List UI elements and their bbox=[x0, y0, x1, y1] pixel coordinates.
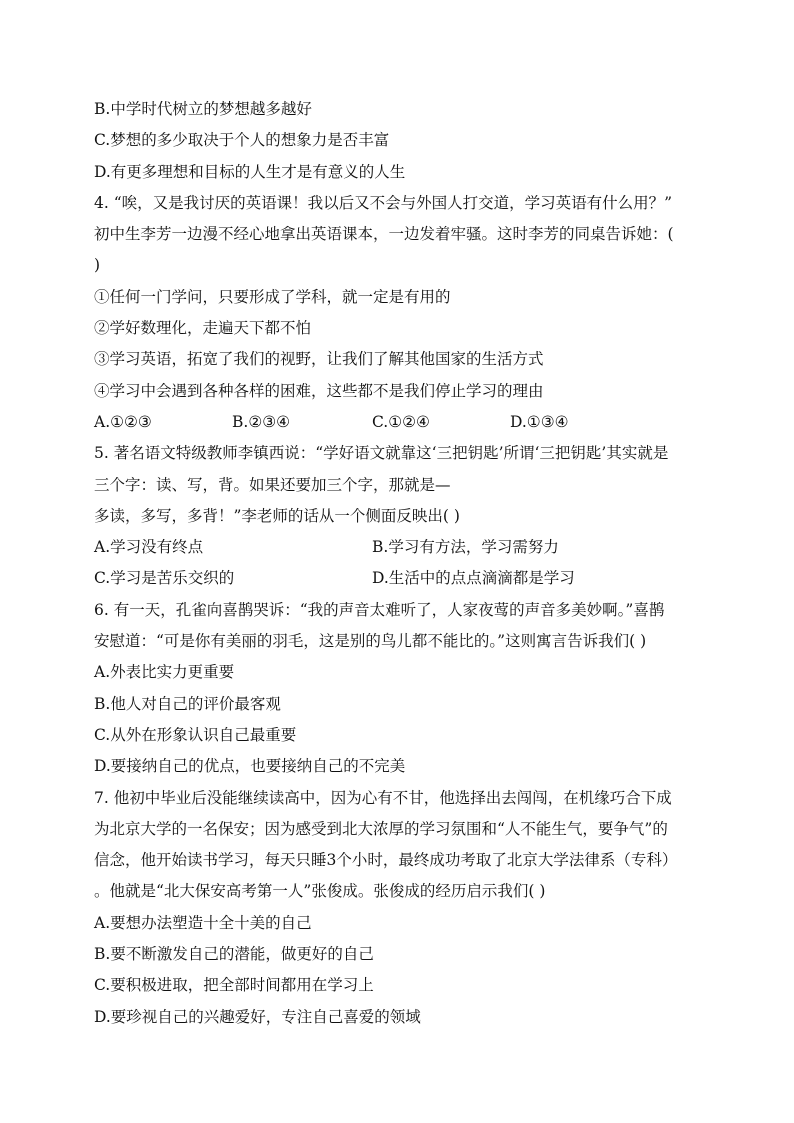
q4-option-a: A.①②③ bbox=[94, 412, 152, 431]
q6-stem-line-2: 安慰道：“可是你有美丽的羽毛，这是别的鸟儿都不能比的。”这则寓言告诉我们( ) bbox=[94, 632, 647, 651]
q4-stem-line-2: 初中生李芳一边漫不经心地拿出英语课本，一边发着牢骚。这时李芳的同桌告诉她：( bbox=[94, 225, 674, 244]
q4-statement-2: ②学好数理化，走遍天下都不怕 bbox=[94, 319, 312, 338]
q6-option-d: D.要接纳自己的优点，也要接纳自己的不完美 bbox=[94, 757, 406, 776]
q3-option-b: B.中学时代树立的梦想越多越好 bbox=[94, 100, 312, 118]
q5-options-row-2 bbox=[94, 563, 704, 594]
q4-statement-3: ③学习英语，拓宽了我们的视野，让我们了解其他国家的生活方式 bbox=[94, 350, 544, 369]
q7-option-b: B.要不断激发自己的潜能，做更好的自己 bbox=[94, 945, 374, 964]
q5-options-row-1 bbox=[94, 532, 704, 563]
q4-option-c: C.①②④ bbox=[372, 412, 430, 431]
q5-option-c: C.学习是苦乐交织的 bbox=[94, 569, 235, 588]
q7-option-d: D.要珍视自己的兴趣爱好，专注自己喜爱的领域 bbox=[94, 1007, 421, 1026]
q4-options bbox=[94, 407, 704, 438]
q3-option-c: C.梦想的多少取决于个人的想象力是否丰富 bbox=[94, 131, 390, 150]
q5-option-d: D.生活中的点点滴滴都是学习 bbox=[372, 569, 575, 588]
exam-page bbox=[94, 94, 704, 1033]
q5-option-a: A.学习没有终点 bbox=[94, 538, 204, 557]
q4-statement-4: ④学习中会遇到各种各样的困难，这些都不是我们停止学习的理由 bbox=[94, 381, 544, 400]
q6-option-c: C.从外在形象认识自己最重要 bbox=[94, 725, 297, 744]
q7-option-c: C.要积极进取，把全部时间都用在学习上 bbox=[94, 976, 374, 995]
q7-stem-line-4: 。他就是“北大保安高考第一人”张俊成。张俊成的经历启示我们( ) bbox=[94, 882, 546, 901]
q6-stem-line-1: 6. 有一天，孔雀向喜鹊哭诉：“我的声音太难听了，人家夜莺的声音多美妙啊。”喜鹊 bbox=[94, 600, 665, 619]
q6-option-b: B.他人对自己的评价最客观 bbox=[94, 694, 281, 713]
q6-option-a: A.外表比实力更重要 bbox=[94, 663, 235, 682]
q4-stem-line-3: ) bbox=[94, 256, 101, 275]
q4-stem-line-1: 4. “唉，又是我讨厌的英语课！我以后又不会与外国人打交道，学习英语有什么用？” bbox=[94, 193, 673, 212]
q4-option-b: B.②③④ bbox=[232, 412, 291, 431]
q7-stem-line-2: 为北京大学的一名保安；因为感受到北大浓厚的学习氛围和“人不能生气，要争气”的 bbox=[94, 819, 668, 838]
q7-stem-line-1: 7. 他初中毕业后没能继续读高中，因为心有不甘，他选择出去闯闯，在机缘巧合下成 bbox=[94, 788, 672, 807]
q7-option-a: A.要想办法塑造十全十美的自己 bbox=[94, 913, 312, 932]
q5-stem-line-1: 5. 著名语文特级教师李镇西说：“学好语文就靠这‘三把钥匙’所谓‘三把钥匙’其实就是 bbox=[94, 444, 669, 463]
q7-stem-line-3: 信念，他开始读书学习，每天只睡3个小时，最终成功考取了北京大学法律系（专科） bbox=[94, 851, 678, 870]
q5-stem-line-2: 三个字：读、写，背。如果还要加三个字，那就是— bbox=[94, 475, 451, 494]
q3-option-d: D.有更多理想和目标的人生才是有意义的人生 bbox=[94, 162, 406, 181]
q4-option-d: D.①③④ bbox=[510, 412, 569, 431]
q5-option-b: B.学习有方法，学习需努力 bbox=[372, 538, 559, 557]
q4-statement-1: ①任何一门学问，只要形成了学科，就一定是有用的 bbox=[94, 287, 451, 306]
q5-stem-line-3: 多读，多写，多背！”李老师的话从一个侧面反映出( ) bbox=[94, 506, 460, 525]
